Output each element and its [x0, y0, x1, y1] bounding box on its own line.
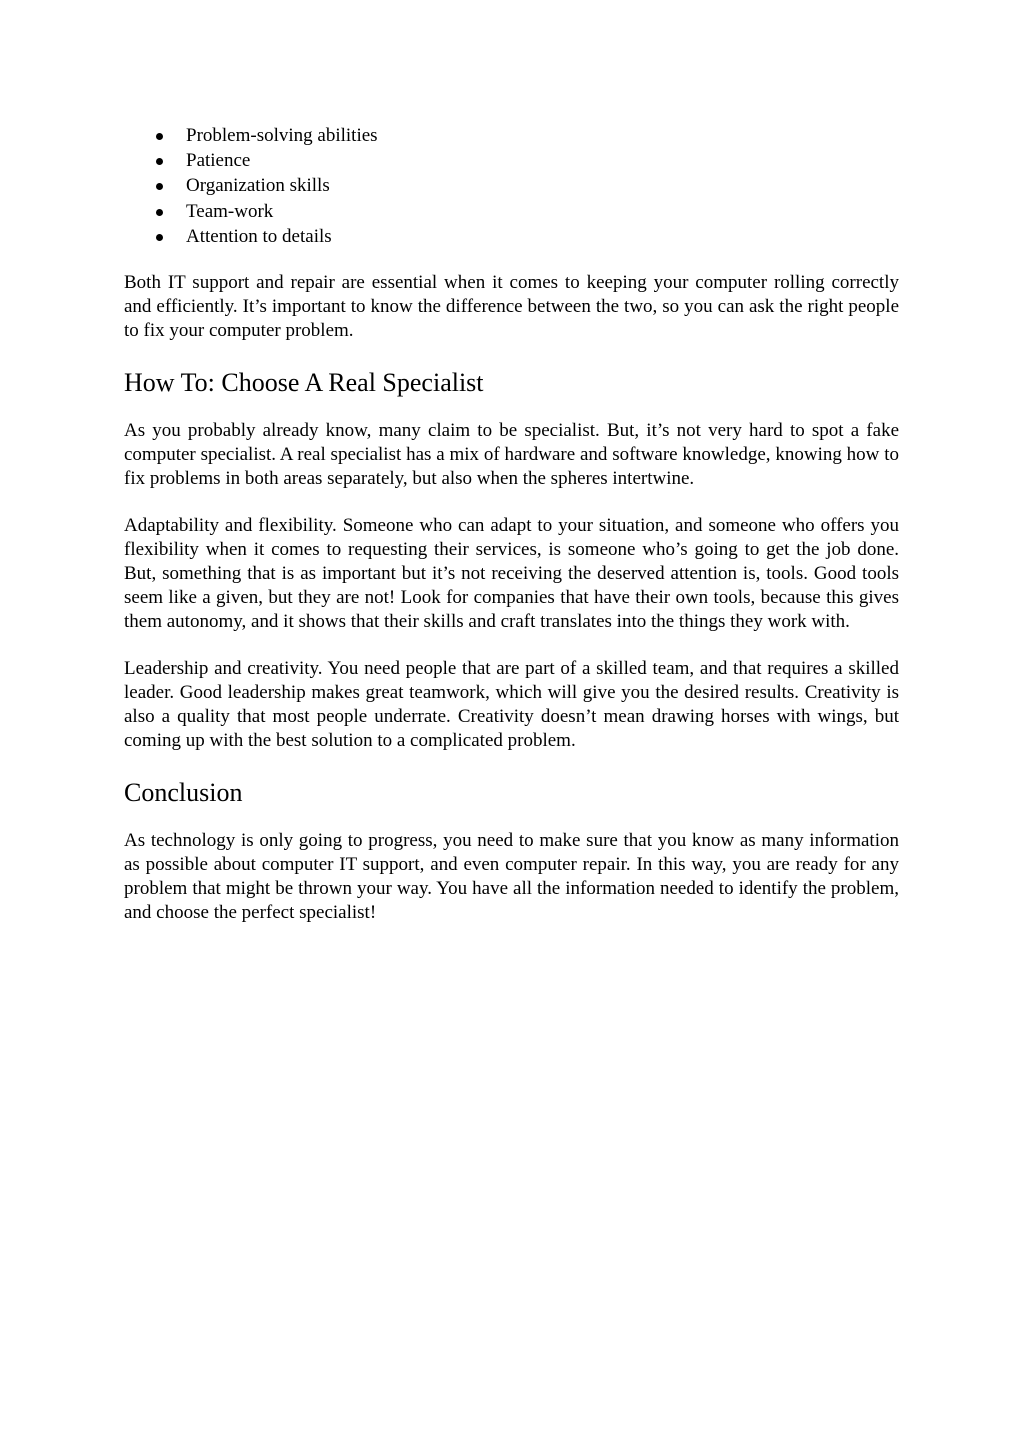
paragraph-it-support-and-repair: Both IT support and repair are essential when it comes to keeping your computer rolling correctly and efficiently. It’s important to know the difference between the two, so you can ask the right people to fix your computer problem. [124, 271, 899, 341]
section-heading-choose-specialist: How To: Choose A Real Specialist [124, 367, 484, 397]
paragraph-spot-fake-specialist: As you probably already know, many claim to be specialist. But, it’s not very hard to spot a fake computer specialist. A real specialist has a mix of hardware and software knowledge, knowing how to fix problems in both areas separately, but also when the spheres intertwine. [124, 419, 899, 489]
list-item-text: Problem-solving abilities [186, 125, 378, 146]
bullet-icon [156, 133, 163, 140]
list-item [124, 123, 899, 148]
list-item-text: Attention to details [186, 225, 332, 247]
section-heading-conclusion: Conclusion [124, 777, 243, 807]
bullet-icon [156, 158, 163, 165]
list-item [124, 173, 899, 198]
bullet-icon [156, 183, 163, 190]
bullet-icon [156, 234, 163, 241]
bullet-icon [156, 209, 163, 216]
list-item-text: Team-work [186, 200, 274, 222]
list-item-text: Organization skills [186, 175, 330, 197]
list-item-text: Patience [186, 150, 251, 172]
list-item [124, 199, 899, 224]
paragraph-adaptability-flexibility: Adaptability and flexibility. Someone who can adapt to your situation, and someone who offers you flexibility when it comes to requesting their services, is someone who’s going to get the job done. But, something that is as important but it’s not receiving the deserved attention is, tools. Good tools seem like a given, but they are not! Look for companies that have their own tools, because this gives them autonomy, and it shows that their skills and craft translates into the things they work with. [124, 514, 899, 632]
paragraph-conclusion: As technology is only going to progress, you need to make sure that you know as many information as possible about computer IT support, and even computer repair. In this way, you are ready for any problem that might be thrown your way. You have all the information needed to identify the problem, and choose the perfect specialist! [124, 829, 899, 923]
list-item [124, 224, 899, 249]
paragraph-leadership-creativity: Leadership and creativity. You need people that are part of a skilled team, and that requires a skilled leader. Good leadership makes great teamwork, which will give you the desired results. Creativity is also a quality that most people underrate. Creativity doesn’t mean drawing horses with wings, but coming up with the best solution to a complicated problem. [124, 657, 899, 751]
skills-bullet-list [124, 123, 899, 249]
list-item [124, 148, 899, 173]
document-page [124, 123, 899, 925]
